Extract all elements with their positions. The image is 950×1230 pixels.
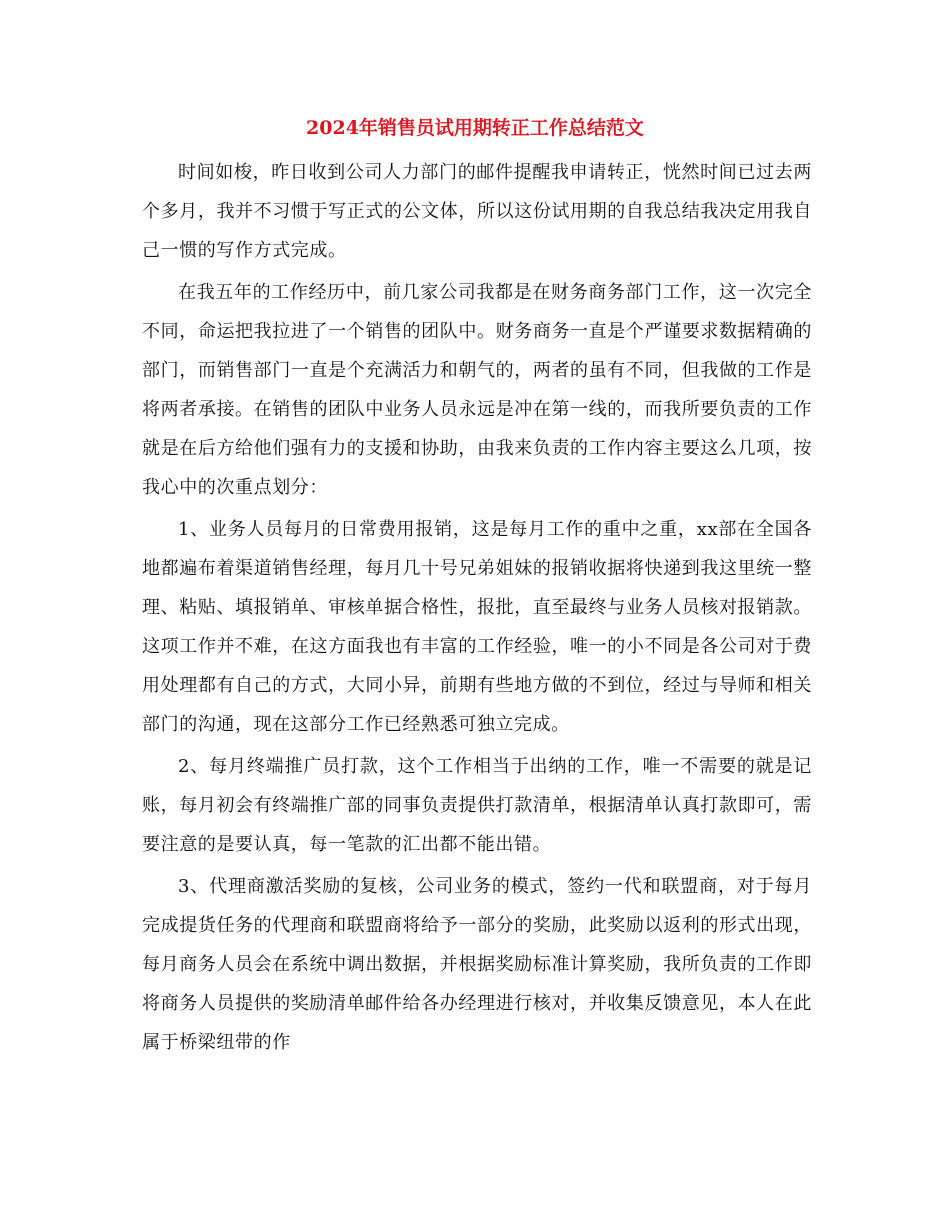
document-title: 2024年销售员试用期转正工作总结范文 bbox=[306, 117, 644, 139]
paragraph-item-2: 2、每月终端推广员打款，这个工作相当于出纳的工作，唯一不需要的就是记账，每月初会有终端推广部的同事负责提供打款清单，根据清单认真打款即可，需要注意的是要认真，每一笔款的汇出都不能出错。 bbox=[142, 756, 812, 855]
paragraph-item-3: 3、代理商激活奖励的复核，公司业务的模式，签约一代和联盟商，对于每月完成提货任务的代理商和联盟商将给予一部分的奖励，此奖励以返利的形式出现，每月商务人员会在系统中调出数据，并根据奖励标准计算奖励，我所负责的工作即将商务人员提供的奖励清单邮件给各办经理进行核对，并收集反馈意见，本人在此属于桥梁纽带的作 bbox=[142, 876, 812, 1053]
document-body bbox=[142, 153, 812, 1065]
paragraph-experience: 在我五年的工作经历中，前几家公司我都是在财务商务部门工作，这一次完全不同，命运把我拉进了一个销售的团队中。财务商务一直是个严谨要求数据精确的部门，而销售部门一直是个充满活力和朝气的，两者的虽有不同，但我做的工作是将两者承接。在销售的团队中业务人员永远是冲在第一线的，而我所要负责的工作就是在后方给他们强有力的支援和协助，由我来负责的工作内容主要这么几项，按我心中的次重点划分： bbox=[142, 282, 812, 498]
paragraph-intro: 时间如梭，昨日收到公司人力部门的邮件提醒我申请转正，恍然时间已过去两个多月，我并不习惯于写正式的公文体，所以这份试用期的自我总结我决定用我自己一惯的写作方式完成。 bbox=[142, 162, 812, 261]
paragraph-item-1: 1、业务人员每月的日常费用报销，这是每月工作的重中之重，xx部在全国各地都遍布着渠道销售经理，每月几十号兄弟姐妹的报销收据将快递到我这里统一整理、粘贴、填报销单、审核单据合格性，报批，直至最终与业务人员核对报销款。这项工作并不难，在这方面我也有丰富的工作经验，唯一的小不同是各公司对于费用处理都有自己的方式，大同小异，前期有些地方做的不到位，经过与导师和相关部门的沟通，现在这部分工作已经熟悉可独立完成。 bbox=[142, 519, 812, 735]
